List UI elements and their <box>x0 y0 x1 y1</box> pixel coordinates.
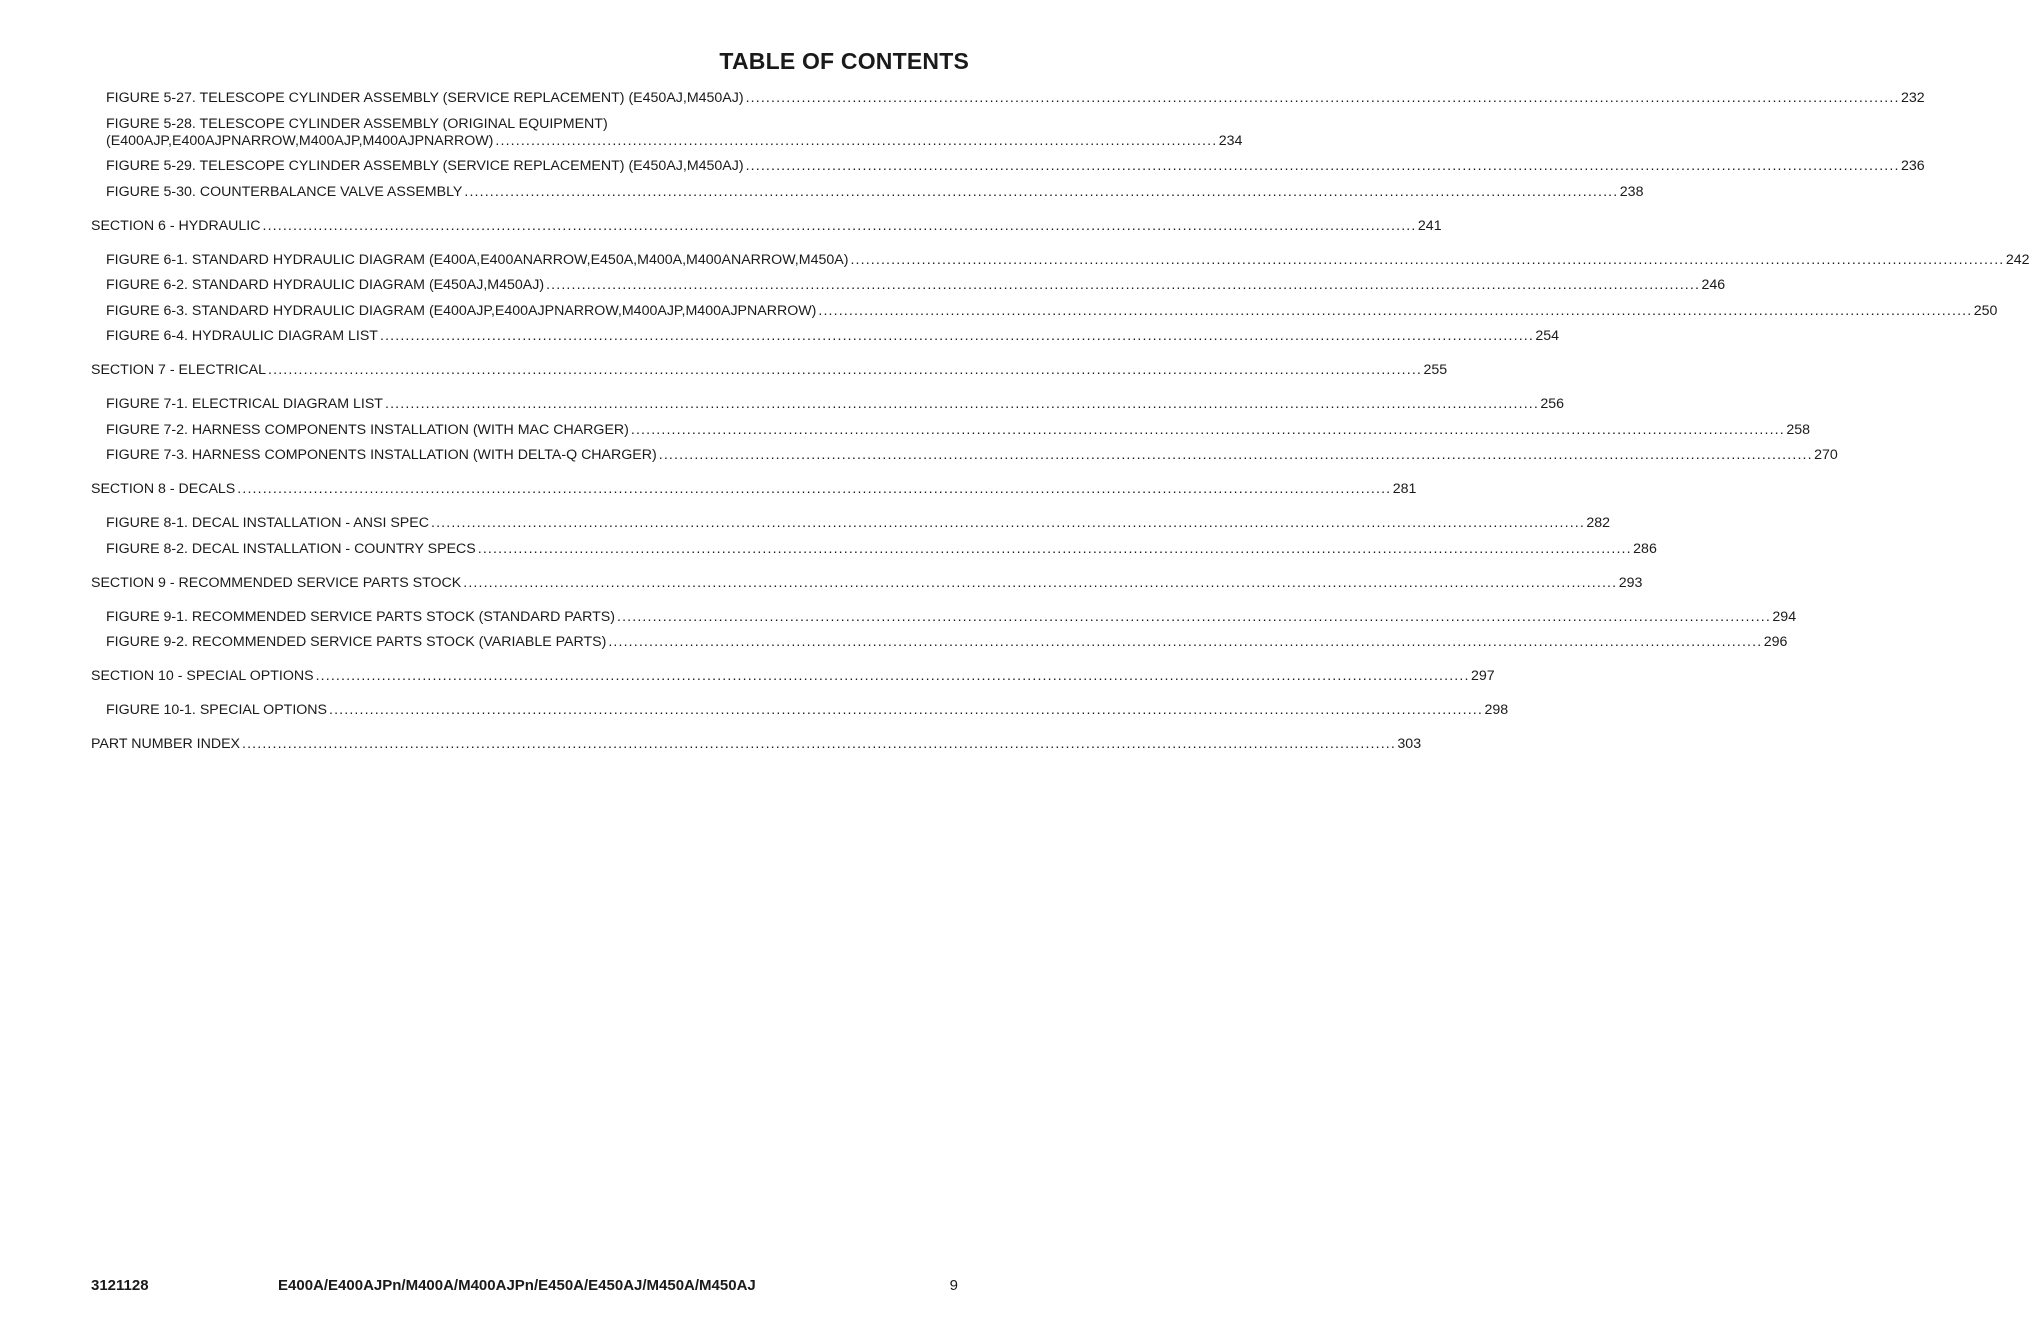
toc-entry-label: SECTION 9 - RECOMMENDED SERVICE PARTS STOCK <box>91 574 462 591</box>
toc-entry-page: 238 <box>1619 183 1644 200</box>
toc-entry-page: 242 <box>2005 251 2030 268</box>
toc-entry-figure-9-1[interactable] <box>106 608 1797 626</box>
toc-entry-figure-8-1[interactable] <box>106 515 1611 532</box>
toc-entry-figure-10-1[interactable] <box>106 702 1509 719</box>
toc-entry-figure-8-2[interactable] <box>106 540 1657 558</box>
toc-entry-label: SECTION 10 - SPECIAL OPTIONS <box>91 668 314 684</box>
toc-entry-label: SECTION 6 - HYDRAULIC <box>91 217 261 234</box>
toc-entry-page: 254 <box>1535 328 1560 344</box>
toc-entry-label: FIGURE 9-2. RECOMMENDED SERVICE PARTS STOCK (VARIABLE PARTS) <box>106 634 607 650</box>
toc-entry-section-9[interactable] <box>91 574 1643 592</box>
toc-entry-figure-5-29[interactable] <box>106 158 1925 175</box>
toc-entry-figure-7-2[interactable] <box>106 421 1810 439</box>
toc-entry-page: 293 <box>1618 574 1643 591</box>
table-of-contents <box>91 90 2030 753</box>
page-footer <box>91 1277 970 1297</box>
dot-leader <box>431 515 1582 532</box>
toc-entry-page: 286 <box>1633 540 1657 557</box>
toc-entry-label: PART NUMBER INDEX <box>91 736 240 752</box>
dot-leader <box>268 362 1419 379</box>
toc-entry-label: FIGURE 6-3. STANDARD HYDRAULIC DIAGRAM (E400AJP,E400AJPNARROW,M400AJP,M400AJPNARROW) <box>106 302 817 319</box>
toc-entry-page: 281 <box>1392 481 1417 497</box>
toc-entry-figure-6-3[interactable] <box>106 302 1998 320</box>
toc-entry-label: FIGURE 6-4. HYDRAULIC DIAGRAM LIST <box>106 328 378 344</box>
toc-entry-figure-6-2[interactable] <box>106 277 1726 294</box>
toc-entry-label-continued: (E400AJP,E400AJPNARROW,M400AJP,M400AJPNARROW) <box>106 132 494 149</box>
toc-entry-label: FIGURE 5-30. COUNTERBALANCE VALVE ASSEMBLY <box>106 183 463 200</box>
toc-entry-figure-7-3[interactable] <box>106 447 1838 464</box>
toc-entry-page: 296 <box>1763 634 1788 650</box>
dot-leader <box>746 90 1897 107</box>
model-list: E400A/E400AJPn/M400A/M400AJPn/E450A/E450AJ/M450A/M450AJ <box>278 1277 756 1294</box>
toc-entry-label: FIGURE 6-1. STANDARD HYDRAULIC DIAGRAM (E400A,E400ANARROW,E450A,M400A,M400ANARROW,M450A) <box>106 251 849 268</box>
toc-entry-label: FIGURE 5-29. TELESCOPE CYLINDER ASSEMBLY (SERVICE REPLACEMENT) (E450AJ,M450AJ) <box>106 158 744 174</box>
dot-leader <box>659 447 1810 464</box>
toc-entry-page: 298 <box>1484 702 1509 718</box>
toc-entry-section-7[interactable] <box>91 362 1448 379</box>
toc-entry-label: FIGURE 5-28. TELESCOPE CYLINDER ASSEMBLY (ORIGINAL EQUIPMENT) <box>106 115 608 132</box>
dot-leader <box>463 575 1614 592</box>
toc-entry-label: FIGURE 7-3. HARNESS COMPONENTS INSTALLATION (WITH DELTA-Q CHARGER) <box>106 447 657 463</box>
dot-leader <box>242 736 1393 753</box>
toc-entry-label: FIGURE 5-27. TELESCOPE CYLINDER ASSEMBLY (SERVICE REPLACEMENT) (E450AJ,M450AJ) <box>106 90 744 106</box>
dot-leader <box>385 396 1536 413</box>
toc-entry-label: FIGURE 7-1. ELECTRICAL DIAGRAM LIST <box>106 396 383 412</box>
toc-entry-figure-9-2[interactable] <box>106 634 1788 651</box>
toc-entry-page: 258 <box>1786 421 1810 438</box>
toc-entry-label: FIGURE 8-2. DECAL INSTALLATION - COUNTRY SPECS <box>106 540 476 557</box>
toc-entry-figure-6-1[interactable] <box>106 251 2030 269</box>
toc-entry-page: 250 <box>1973 302 1998 319</box>
toc-entry-figure-5-27[interactable] <box>106 90 1925 107</box>
toc-entry-page: 234 <box>1218 132 1243 149</box>
dot-leader <box>608 634 1759 651</box>
toc-entry-page: 236 <box>1901 158 1925 174</box>
toc-entry-page: 303 <box>1397 736 1422 752</box>
toc-entry-section-8[interactable] <box>91 481 1417 498</box>
toc-entry-figure-7-1[interactable] <box>106 396 1565 413</box>
page-number: 9 <box>949 1277 958 1294</box>
toc-entry-label: SECTION 7 - ELECTRICAL <box>91 362 267 378</box>
toc-entry-section-10[interactable] <box>91 668 1495 685</box>
toc-entry-page: 294 <box>1772 608 1797 625</box>
toc-entry-page: 246 <box>1701 277 1726 293</box>
dot-leader <box>631 422 1782 439</box>
toc-entry-label: FIGURE 9-1. RECOMMENDED SERVICE PARTS STOCK (STANDARD PARTS) <box>106 608 615 625</box>
dot-leader <box>617 609 1768 626</box>
toc-entry-page: 282 <box>1586 515 1611 531</box>
dot-leader <box>546 277 1697 294</box>
dot-leader <box>478 541 1629 558</box>
dot-leader <box>237 481 1388 498</box>
toc-entry-part-number-index[interactable] <box>91 736 1422 753</box>
toc-entry-label: FIGURE 10-1. SPECIAL OPTIONS <box>106 702 328 718</box>
dot-leader <box>263 218 1414 235</box>
dot-leader <box>818 303 1969 320</box>
toc-entry-label: FIGURE 7-2. HARNESS COMPONENTS INSTALLATION (WITH MAC CHARGER) <box>106 421 629 438</box>
dot-leader <box>746 158 1897 175</box>
toc-entry-figure-5-28[interactable] <box>106 115 1243 150</box>
page-title: TABLE OF CONTENTS <box>719 48 969 74</box>
toc-entry-label: FIGURE 6-2. STANDARD HYDRAULIC DIAGRAM (E450AJ,M450AJ) <box>106 277 545 293</box>
toc-entry-figure-6-4[interactable] <box>106 328 1560 345</box>
toc-entry-figure-5-30[interactable] <box>106 183 1644 201</box>
dot-leader <box>495 133 1214 150</box>
toc-entry-label: FIGURE 8-1. DECAL INSTALLATION - ANSI SPEC <box>106 515 429 531</box>
toc-entry-label: SECTION 8 - DECALS <box>91 481 236 497</box>
toc-entry-page: 241 <box>1417 217 1442 234</box>
toc-entry-page: 297 <box>1471 668 1495 684</box>
toc-entry-page: 256 <box>1540 396 1565 412</box>
toc-entry-section-6[interactable] <box>91 217 1442 235</box>
document-number: 3121128 <box>91 1277 149 1294</box>
toc-entry-page: 270 <box>1814 447 1838 463</box>
dot-leader <box>316 668 1467 685</box>
dot-leader <box>380 328 1531 345</box>
dot-leader <box>329 702 1480 719</box>
dot-leader <box>464 184 1615 201</box>
toc-entry-page: 255 <box>1423 362 1448 378</box>
dot-leader <box>850 252 2001 269</box>
toc-entry-page: 232 <box>1901 90 1925 106</box>
